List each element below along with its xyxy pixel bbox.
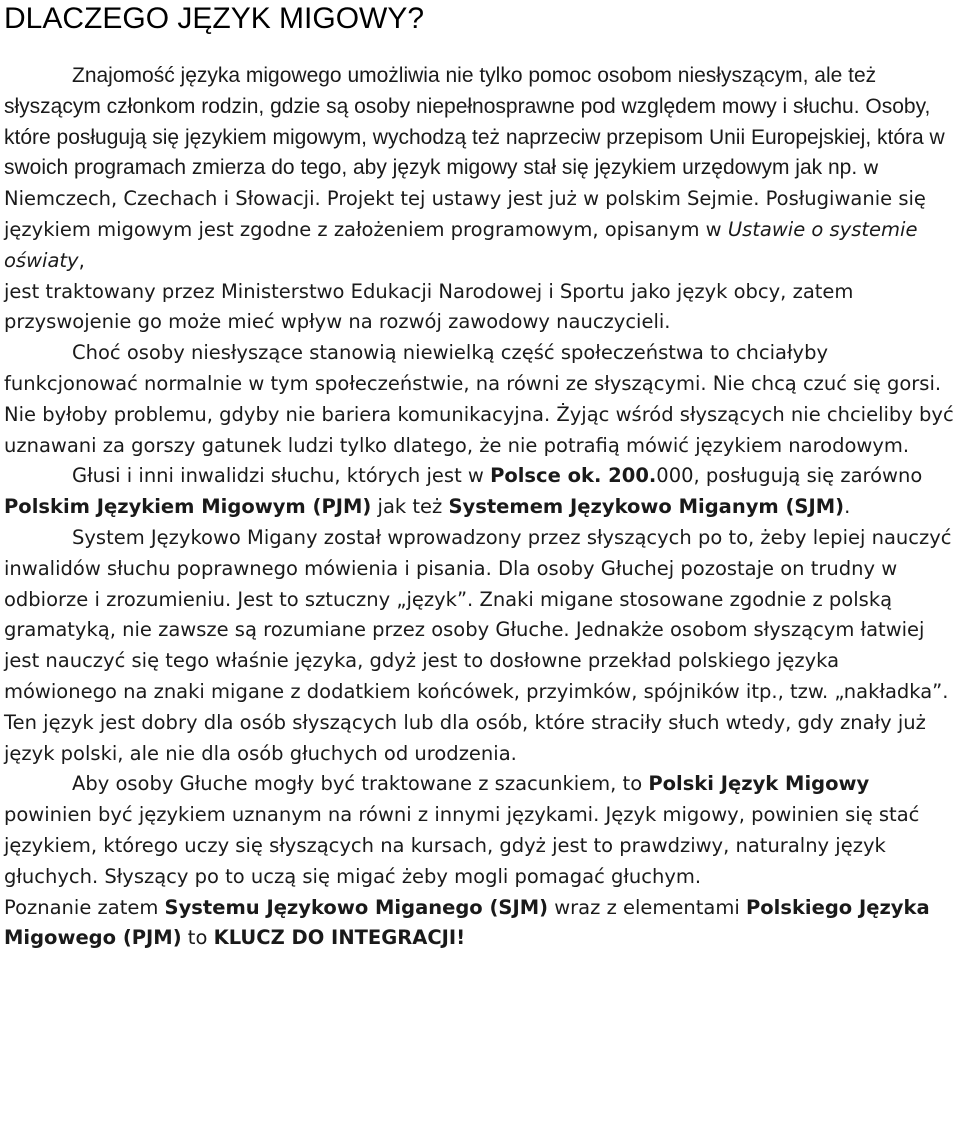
bold-text-segment: Polski Język Migowy bbox=[648, 772, 870, 796]
text-segment: jak też bbox=[371, 495, 449, 519]
text-segment: jest traktowany przez Ministerstwo Edukacji Narodowej i Sportu jako język obcy, zatem przyswojenie go może mieć wpływ na rozwój zawodowy nauczycieli. bbox=[4, 279, 854, 334]
bold-text-segment: Systemem Językowo Miganym (SJM) bbox=[448, 495, 845, 519]
bold-text-segment: KLUCZ DO INTEGRACJI! bbox=[213, 926, 466, 950]
text-segment: , bbox=[78, 248, 85, 272]
text-segment: to bbox=[181, 926, 214, 950]
italic-text-segment: Ustawie o systemie oświaty bbox=[4, 217, 918, 272]
document-title: DLACZEGO JĘZYK MIGOWY? bbox=[4, 2, 425, 35]
bold-text-segment: Polskiego Języka Migowego (PJM) bbox=[4, 895, 930, 950]
paragraph bbox=[4, 769, 958, 892]
text-segment: Znajomość języka migowego umożliwia nie tylko pomoc osobom niesłyszącym, ale też słyszącym członkom rodzin, gdzie są osoby niepełnosprawne pod względem mowy i słuchu. Osoby, które posługują się językiem migowym, wychodzą też naprzeciw przepisom Unii Europejskiej, która w swoich programach zmierza do tego, aby język migowy stał się językiem urzędowym jak np. bbox=[4, 64, 945, 180]
text-segment: Aby osoby Głuche mogły być traktowane z szacunkiem, to bbox=[72, 772, 649, 796]
text-segment: Głusi i inni inwalidzi słuchu, których jest w bbox=[72, 464, 491, 488]
document-body bbox=[4, 61, 958, 954]
text-segment: 000, posługują się zarówno bbox=[656, 464, 923, 488]
title-spacer bbox=[4, 38, 958, 61]
text-segment: wraz z elementami bbox=[548, 895, 746, 919]
bold-text-segment: Polskim Językiem Migowym (PJM) bbox=[4, 495, 372, 519]
text-segment: Choć osoby niesłyszące stanowią niewielką część społeczeństwa to chciałyby funkcjonować normalnie w tym społeczeństwie, na równi ze słyszącymi. Nie chcą czuć się gorsi. Nie byłoby problemu, gdyby nie bariera komunikacyjna. Żyjąc wśród słyszących nie chcieliby być uznawani za gorszy gatunek ludzi tylko dlatego, że nie potrafią mówić językiem narodowym. bbox=[4, 341, 954, 457]
paragraph bbox=[4, 893, 958, 955]
text-segment: System Językowo Migany został wprowadzony przez słyszących po to, żeby lepiej nauczyć inwalidów słuchu poprawnego mówienia i pisania. Dla osoby Głuchej pozostaje on trudny w odbiorze i zrozumieniu. Jest to sztuczny „język”. Znaki migane stosowane zgodnie z polską gramatyką, nie zawsze są rozumiane przez osoby Głuche. Jednakże osobom słyszącym łatwiej jest nauczyć się tego właśnie języka, gdyż jest to dosłowne przekład polskiego języka mówionego na znaki migane z dodatkiem końcówek, przyimków, spójników itp., tzw. „nakładka”. Ten język jest dobry dla osób słyszących lub dla osób, które straciły słuch wtedy, gdy znały już język polski, ale nie dla osób głuchych od urodzenia. bbox=[4, 525, 952, 765]
paragraph bbox=[4, 338, 958, 461]
text-segment: w Niemczech, Czechach i Słowacji. Projekt tej ustawy jest już w polskim Sejmie. Posługiwanie się językiem migowym jest zgodne z założeniem programowym, opisanym w bbox=[4, 156, 926, 241]
text-segment: powinien być językiem uznanym na równi z innymi językami. Język migowy, powinien się stać językiem, którego uczy się słyszących na kursach, gdyż jest to prawdziwy, naturalny język głuchych. Słyszący po to uczą się migać żeby mogli pomagać głuchym. bbox=[4, 803, 920, 888]
bold-text-segment: Polsce ok. 200. bbox=[490, 464, 657, 488]
paragraph bbox=[4, 277, 958, 339]
text-segment: Poznanie zatem bbox=[4, 895, 165, 919]
paragraph bbox=[4, 523, 958, 769]
bold-text-segment: Systemu Językowo Miganego (SJM) bbox=[164, 895, 549, 919]
text-segment: . bbox=[844, 495, 851, 519]
paragraph bbox=[4, 61, 958, 277]
paragraph bbox=[4, 461, 958, 523]
